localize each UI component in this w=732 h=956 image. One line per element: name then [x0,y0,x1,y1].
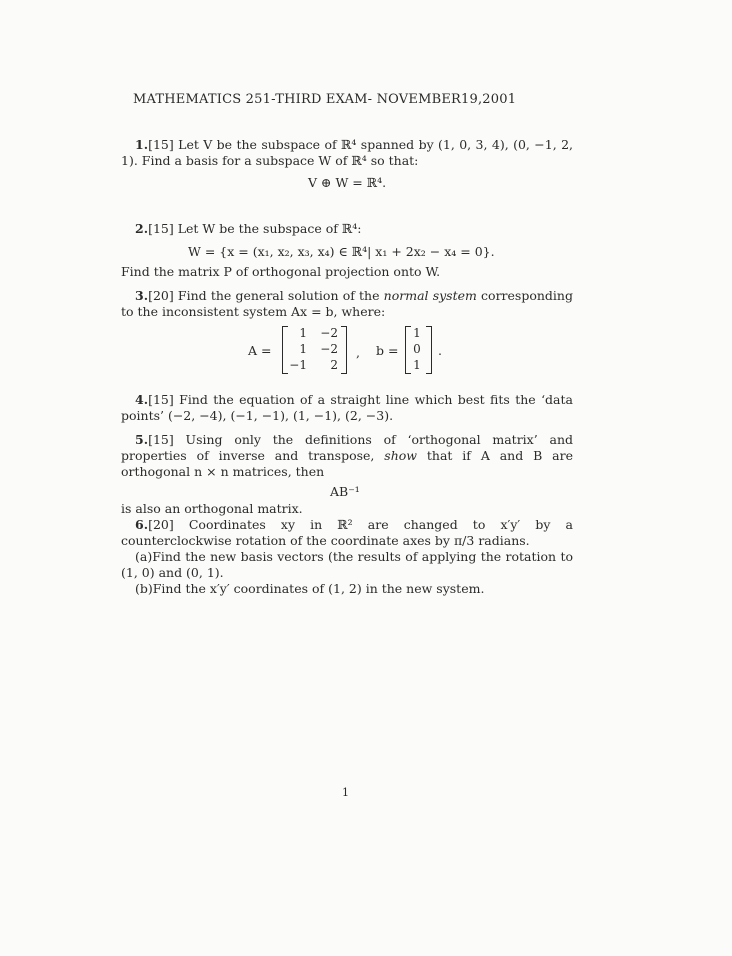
vector-b-cell: 1 [413,326,421,340]
question-2-number: 2. [135,221,149,236]
question-6-part-b: (b)Find the x′y′ coordinates of (1, 2) in the new system. [135,581,485,596]
matrix-a-cell: −1 [289,358,307,372]
matrix-separator-comma: , [356,345,360,360]
exam-title: MATHEMATICS 251-THIRD EXAM- NOVEMBER19,2001 [133,92,517,107]
matrix-a-cell: 2 [330,358,338,372]
question-2-text: Let W be the subspace of ℝ⁴: [177,221,362,236]
question-4-number: 4. [135,392,149,407]
question-1-points: [15] [148,137,174,152]
question-5-text-pre: Using only the definitions of ‘orthogonal matrix’ and properties of inverse and transpose, [121,432,573,463]
question-3-points: [20] [148,288,174,303]
question-1-formula: V ⊕ W = ℝ⁴. [308,175,387,190]
question-6 [121,517,573,549]
question-3-text-emphasis: normal system [383,288,477,303]
question-4 [121,392,573,424]
question-6-part-a: (a)Find the new basis vectors (the results of applying the rotation to (1, 0) and (0, 1). [121,549,573,580]
vector-b-cell: 1 [413,358,421,372]
question-5 [121,432,573,480]
question-4-points: [15] [148,392,174,407]
matrix-a-label: A = [248,343,272,358]
question-5-text-2: is also an orthogonal matrix. [121,501,303,516]
question-1-text: Let V be the subspace of ℝ⁴ spanned by (1, 0, 3, 4), (0, −1, 2, 1). Find a basis for a subspace W of ℝ⁴ so that: [121,137,573,168]
question-5-text-emphasis: show [384,448,417,463]
question-3 [121,288,573,320]
question-1-number: 1. [135,137,149,152]
question-5-text-post: that if A and B are orthogonal n × n matrices, then [121,448,573,479]
question-3-text-pre: Find the general solution of the [177,288,384,303]
matrix-a-right-bracket [341,326,347,374]
question-2 [121,221,573,237]
vector-b-label: b = [376,343,399,358]
question-6-points: [20] [148,517,174,532]
vector-b-cell: 0 [413,342,421,356]
matrix-a-cell: −2 [320,326,338,340]
question-5-number: 5. [135,432,149,447]
question-4-text: Find the equation of a straight line which best fits the ‘data points’ (−2, −4), (−1, −1), (1, −1), (2, −3). [121,392,573,423]
matrix-end-period: . [438,343,442,358]
question-6-text: Coordinates xy in ℝ² are changed to x′y′ by a counterclockwise rotation of the coordinate axes by π/3 radians. [121,517,573,548]
matrix-a-cell: 1 [299,326,307,340]
question-2-formula: W = {x = (x₁, x₂, x₃, x₄) ∈ ℝ⁴| x₁ + 2x₂ − x₄ = 0}. [188,244,495,259]
question-2-text-2: Find the matrix P of orthogonal projection onto W. [121,264,441,279]
matrix-a-cell: −2 [320,342,338,356]
question-3-number: 3. [135,288,149,303]
question-2-points: [15] [148,221,174,236]
matrix-a-left-bracket [282,326,288,374]
question-5-formula: AB⁻¹ [330,484,360,499]
question-6-number: 6. [135,517,149,532]
question-5-points: [15] [148,432,174,447]
vector-b-right-bracket [426,326,432,374]
matrix-a-cell: 1 [299,342,307,356]
question-1 [121,137,573,169]
question-3-text-post: corresponding to the inconsistent system Ax = b, where: [121,288,573,319]
page-number: 1 [342,786,349,799]
